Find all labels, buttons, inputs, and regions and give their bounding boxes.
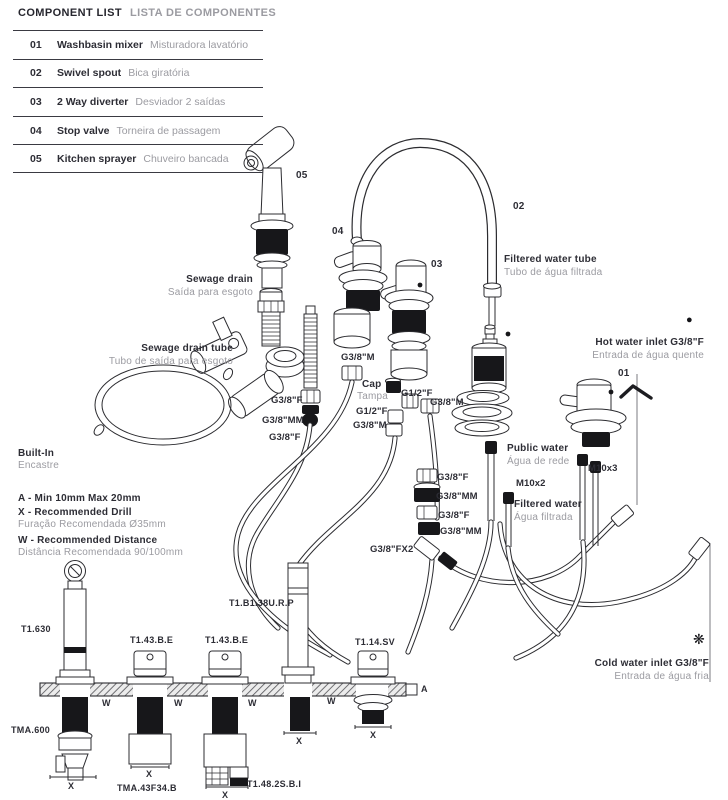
callout-01: 01	[618, 368, 630, 379]
drain-rod-drawing	[301, 306, 320, 427]
fitting-g12f-left: G1/2"F	[356, 406, 388, 417]
component-num: 04	[30, 124, 42, 137]
component-name-pt: Bica giratória	[128, 67, 190, 80]
filtered-water-tube-pt: Tubo de água filtrada	[504, 266, 603, 278]
dim-x-1: X	[68, 781, 75, 791]
dim-x-4: X	[296, 736, 303, 746]
sewage-drain-drawing	[258, 289, 304, 378]
sewage-drain-tube-en: Sewage drain tube	[141, 343, 233, 354]
dim-w-3: W	[248, 698, 257, 708]
code-t143be-1: T1.43.B.E	[130, 635, 174, 645]
cap-label-pt: Tampa	[357, 391, 389, 402]
callout-04: 04	[332, 226, 344, 237]
filter-unit-drawing	[452, 325, 512, 436]
hot-water-inlet-en: Hot water inlet G3/8"F	[595, 337, 704, 348]
dim-w-4: W	[327, 696, 336, 706]
sewage-drain-tube-pt: Tubo de saída para esgoto	[108, 355, 233, 367]
code-tma43f34b: TMA.43F34.B	[117, 783, 177, 793]
hot-water-inlet-pt: Entrada de água quente	[592, 349, 704, 361]
fitting-g38f-col-1: G3/8"F	[437, 472, 469, 483]
component-row	[13, 144, 263, 173]
sewage-drain-tube-coil-drawing	[92, 365, 234, 445]
component-row	[13, 59, 263, 88]
built-in-label-en: Built-In	[18, 448, 55, 459]
page-title-en: COMPONENT LIST	[18, 7, 122, 19]
component-name-pt: Desviador 2 saídas	[135, 95, 226, 108]
fitting-g38m-right: G3/8"M	[430, 397, 464, 408]
sewage-drain-tube-label	[109, 343, 233, 368]
code-tma600: TMA.600	[11, 725, 51, 735]
fitting-g12f-right: G1/2"F	[401, 388, 433, 399]
cap-label-en: Cap	[362, 379, 382, 390]
note-w-pt: Distância Recomendada 90/100mm	[18, 547, 183, 558]
allen-key-drawing	[621, 386, 651, 398]
cold-water-inlet-en: Cold water inlet G3/8"F	[594, 658, 709, 669]
dim-a: A	[421, 684, 428, 694]
public-water-pt: Água de rede	[507, 455, 570, 467]
component-name-pt: Torneira de passagem	[116, 124, 221, 137]
fitting-m10x3: M10x3	[588, 463, 618, 474]
sewage-drain-pt: Saída para esgoto	[167, 286, 253, 298]
note-x-pt: Furação Recomendada Ø35mm	[18, 519, 166, 530]
code-t1482sbi: T1.48.2S.B.I	[247, 779, 302, 789]
component-name-en: 2 Way diverter	[57, 95, 129, 108]
component-num: 03	[30, 95, 42, 108]
component-name-en: Swivel spout	[57, 67, 122, 80]
hot-water-icon: ●	[686, 314, 693, 326]
component-row	[13, 30, 263, 59]
filtered-water-en: Filtered water	[514, 499, 582, 510]
fitting-g38mm-col-1: G3/8"MM	[436, 491, 478, 502]
component-row	[13, 87, 263, 116]
filtered-water-label	[514, 499, 582, 524]
callout-03: 03	[431, 259, 443, 270]
public-water-en: Public water	[507, 443, 569, 454]
page-title	[18, 7, 276, 19]
fixture-t1630-drawing	[50, 561, 96, 781]
component-name-en: Kitchen sprayer	[57, 152, 137, 165]
note-a: A - Min 10mm Max 20mm	[18, 493, 141, 504]
component-num: 05	[30, 152, 42, 165]
component-row	[13, 116, 263, 145]
built-in-label-pt: Encastre	[18, 460, 60, 471]
component-list	[13, 30, 263, 173]
note-w-en: W - Recommended Distance	[18, 535, 158, 546]
note-x-en: X - Recommended Drill	[18, 507, 132, 518]
filtered-water-tube-en: Filtered water tube	[504, 254, 597, 265]
sewage-drain-label	[168, 274, 253, 299]
page-title-pt: LISTA DE COMPONENTES	[130, 7, 277, 19]
fitting-g38f-col-2: G3/8"F	[438, 510, 470, 521]
fixture-t143be2-drawing	[202, 651, 248, 789]
cold-water-inlet-label	[595, 658, 709, 683]
callout-02: 02	[513, 201, 525, 212]
cold-water-icon: ❋	[693, 631, 705, 647]
fitting-g38mm-col-2: G3/8"MM	[440, 526, 482, 537]
component-name-pt: Misturadora lavatório	[149, 38, 249, 51]
dim-w-1: W	[102, 698, 111, 708]
part-marker-dots	[418, 283, 614, 395]
washbasin-mixer-drawing	[559, 379, 626, 447]
fitting-g38f-drain-2: G3/8"F	[269, 432, 301, 443]
component-num: 02	[30, 67, 42, 80]
code-t114sv: T1.14.SV	[355, 637, 395, 647]
dim-w-2: W	[174, 698, 183, 708]
dim-x-3: X	[222, 790, 229, 800]
hot-water-inlet-label	[592, 337, 704, 362]
fixture-spout-column-drawing	[282, 563, 316, 735]
component-name-en: Washbasin mixer	[57, 38, 143, 51]
cold-water-inlet-pt: Entrada de água fria	[614, 670, 709, 682]
code-t1630: T1.630	[21, 624, 51, 634]
dim-x-5: X	[370, 730, 377, 740]
fitting-g38mm-drain: G3/8"MM	[262, 415, 304, 426]
filtered-water-tube-label	[504, 254, 602, 279]
component-name-pt: Chuveiro bancada	[143, 152, 229, 165]
code-t143be-2: T1.43.B.E	[205, 635, 249, 645]
fitting-g38m-top: G3/8"M	[341, 352, 375, 363]
component-num: 01	[30, 38, 42, 51]
callout-05: 05	[296, 170, 308, 181]
sewage-drain-en: Sewage drain	[186, 274, 253, 285]
fitting-g38m-left: G3/8"M	[353, 420, 387, 431]
component-name-en: Stop valve	[57, 124, 110, 137]
fitting-m10x2: M10x2	[516, 478, 546, 489]
fixture-t143be1-drawing	[127, 651, 173, 769]
dim-x-2: X	[146, 769, 153, 779]
fitting-g38f-drain-1: G3/8"F	[271, 395, 303, 406]
code-t1b138urp: T1.B1.38U.R.P	[229, 598, 294, 608]
filtered-water-pt: Água filtrada	[514, 511, 573, 523]
public-water-label	[507, 443, 569, 468]
fitting-g38fx2: G3/8"FX2	[370, 544, 414, 555]
